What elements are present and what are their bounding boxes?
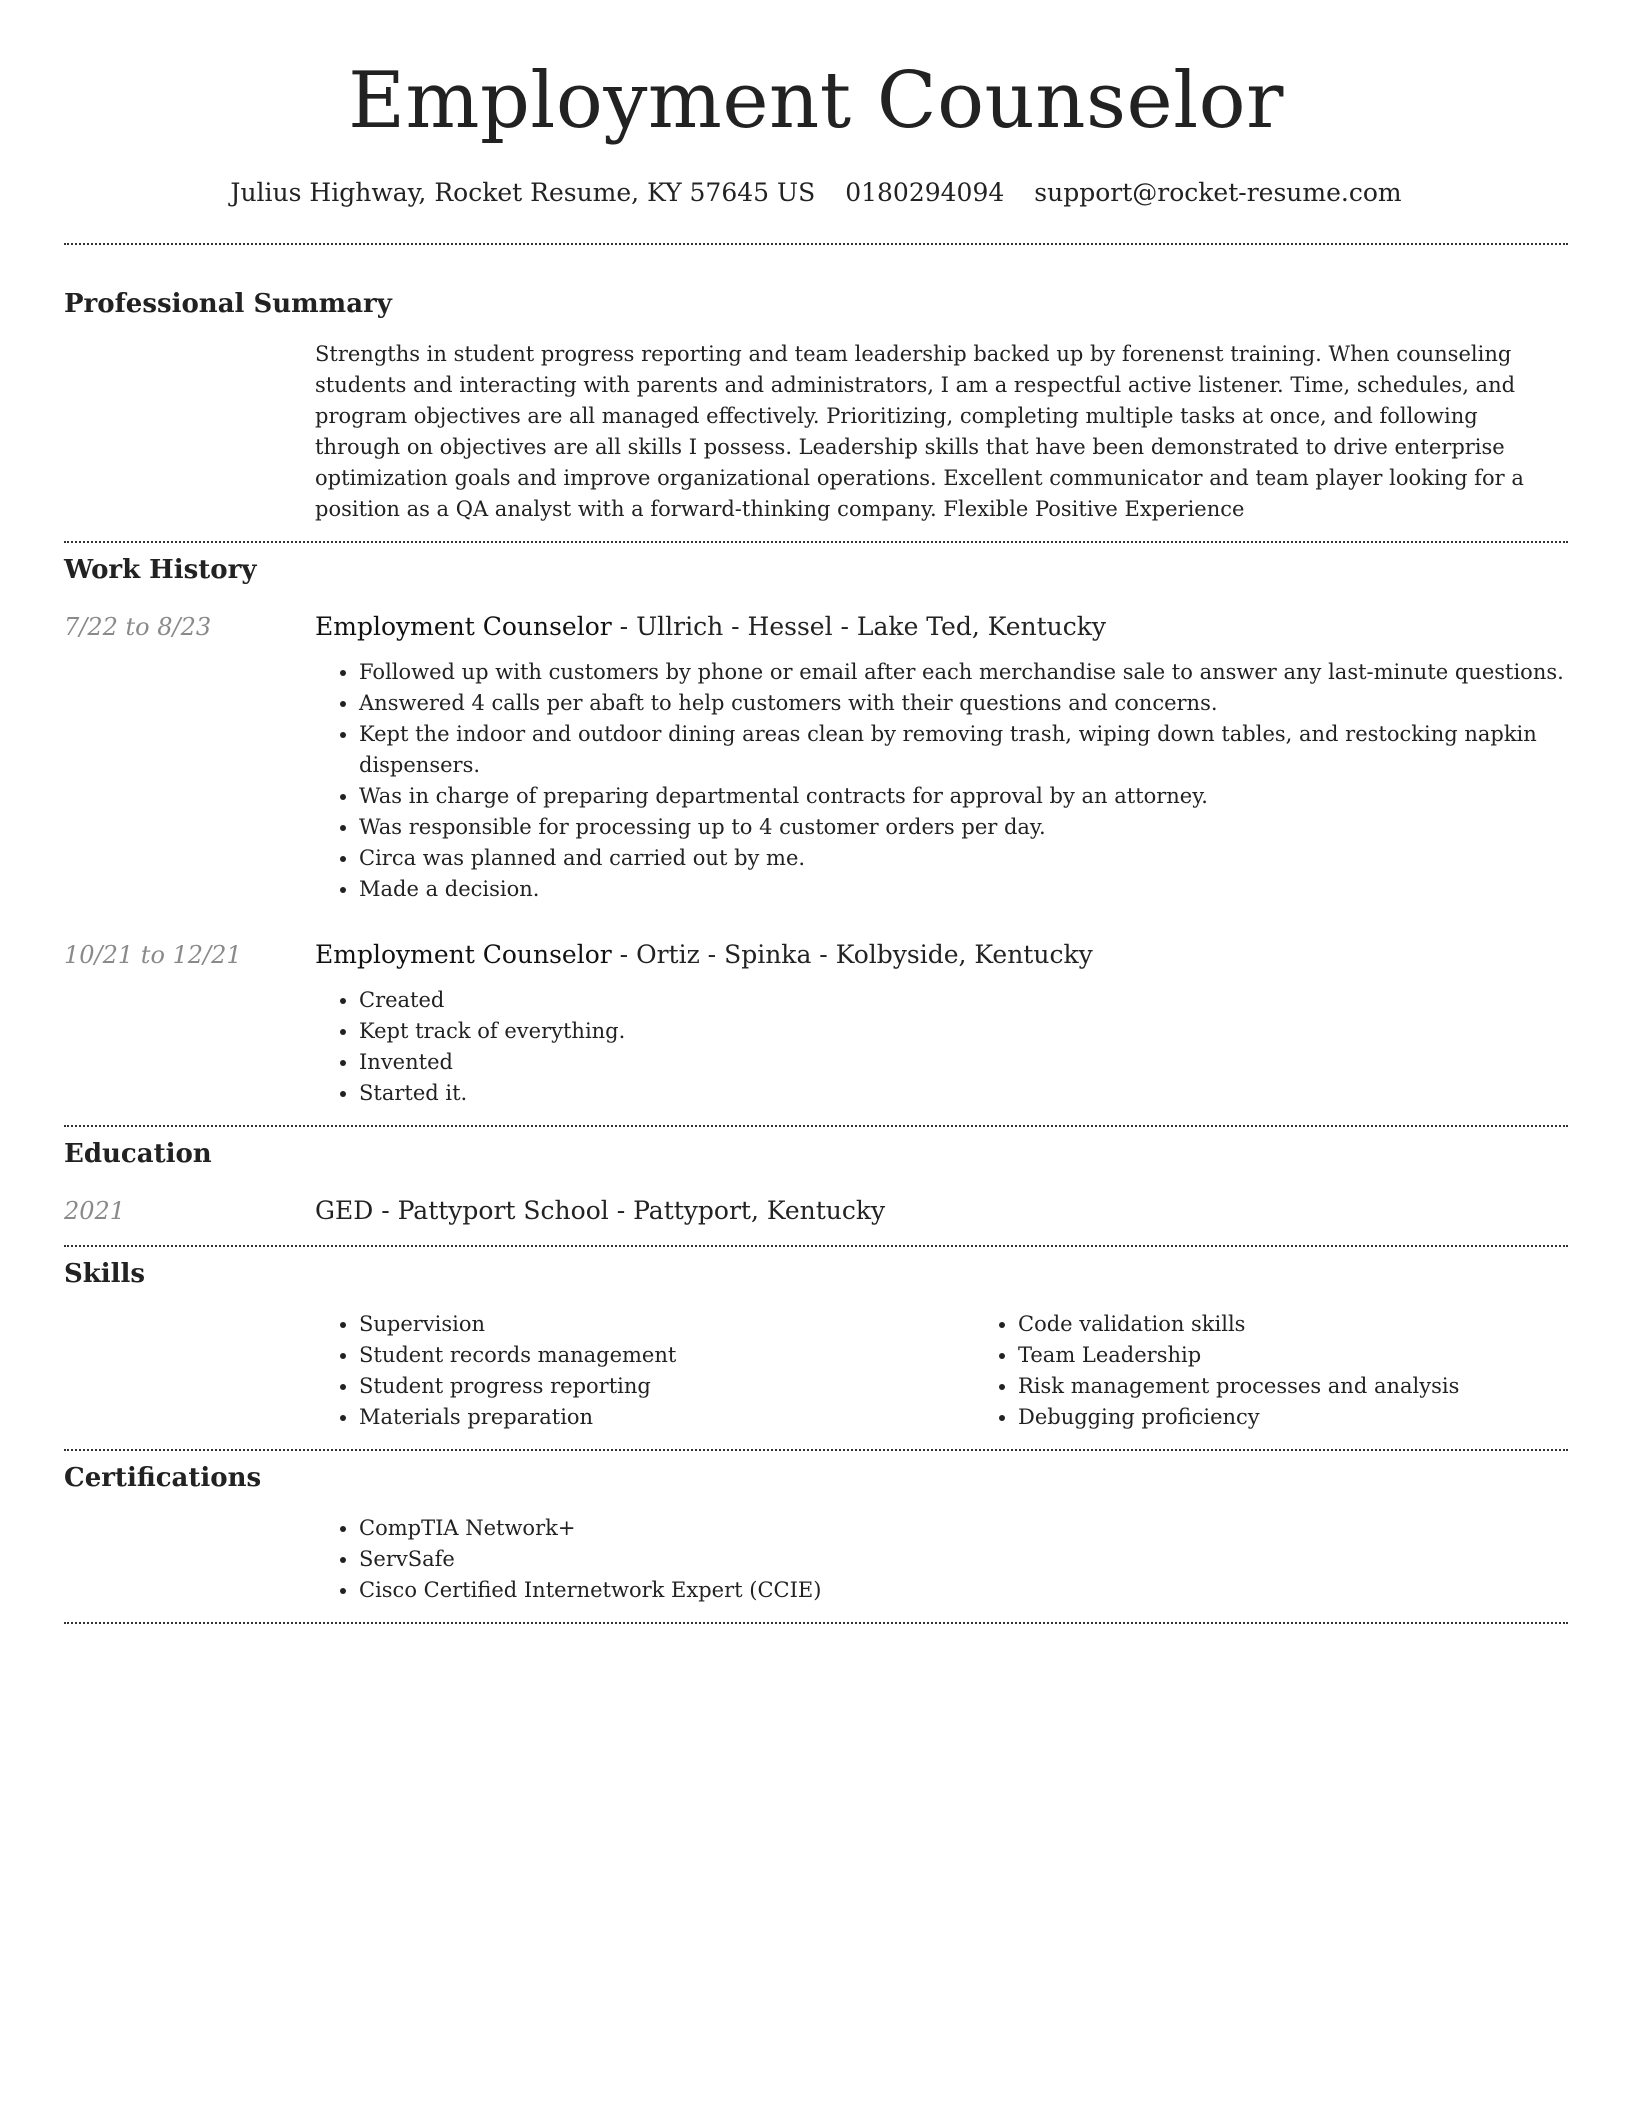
section-divider (64, 1125, 1568, 1127)
job-bullets (315, 657, 1568, 905)
skills-list-left (315, 1309, 974, 1433)
certification-item: • CompTIA Network+ (359, 1513, 1568, 1544)
certifications-section (64, 1461, 1568, 1606)
skill-item: • Debugging proficiency (1018, 1402, 1632, 1433)
work-history-section (64, 553, 1568, 1109)
page-title: Employment Counselor (348, 56, 1284, 146)
list-item: • Invented (359, 1047, 1568, 1078)
job-heading (315, 939, 1568, 971)
summary-heading: Professional Summary (64, 289, 392, 319)
list-item: • Was responsible for processing up to 4 customer orders per day. (359, 812, 1568, 843)
skills-section (64, 1257, 1568, 1433)
skills-heading: Skills (64, 1259, 146, 1289)
skills-list-right (974, 1309, 1632, 1433)
skill-item: • Student progress reporting (359, 1371, 974, 1402)
job-role: Employment Counselor (315, 612, 612, 641)
job-heading (315, 611, 1568, 643)
list-item: • Followed up with customers by phone or email after each merchandise sale to answer any last-minute questions. (359, 657, 1568, 688)
certifications-heading: Certifications (64, 1463, 262, 1493)
education-section (64, 1137, 1568, 1227)
section-divider (64, 243, 1568, 245)
section-divider (64, 1449, 1568, 1451)
contact-address: Julius Highway, Rocket Resume, KY 57645 US (230, 178, 816, 207)
skill-item: • Code validation skills (1018, 1309, 1632, 1340)
education-heading: Education (64, 1139, 212, 1169)
skill-item: • Risk management processes and analysis (1018, 1371, 1632, 1402)
skill-item: • Team Leadership (1018, 1340, 1632, 1371)
job-details: - Ortiz - Spinka - Kolbyside, Kentucky (611, 940, 1093, 969)
job-role: Employment Counselor (315, 940, 612, 969)
job-details: - Ullrich - Hessel - Lake Ted, Kentucky (611, 612, 1107, 641)
certification-item: • Cisco Certified Internetwork Expert (CCIE) (359, 1575, 1568, 1606)
education-details: GED - Pattyport School - Pattyport, Kentucky (315, 1196, 886, 1225)
list-item: • Kept the indoor and outdoor dining areas clean by removing trash, wiping down tables, and restocking napkin dispensers. (359, 719, 1568, 781)
certifications-list (315, 1513, 1568, 1606)
list-item: • Created (359, 985, 1568, 1016)
section-divider (64, 541, 1568, 543)
certification-item: • ServSafe (359, 1544, 1568, 1575)
skill-item: • Student records management (359, 1340, 974, 1371)
list-item: • Made a decision. (359, 874, 1568, 905)
section-divider (64, 1622, 1568, 1624)
list-item: • Was in charge of preparing departmental contracts for approval by an attorney. (359, 781, 1568, 812)
summary-text: Strengths in student progress reporting and team leadership backed up by forenenst training. When counseling students and interacting with parents and administrators, I am a respectful active listener. Time, schedules, and program objectives are all managed effectively. Prioritizing, completing multiple tasks at once, and following through on objectives are all skills I possess. Leadership skills that have been demonstrated to drive enterprise optimization goals and improve organizational operations. Excellent communicator and team player looking for a position as a QA analyst with a forward-thinking company. Flexible Positive Experience (315, 342, 1524, 521)
job-bullets (315, 985, 1568, 1109)
list-item: • Circa was planned and carried out by me. (359, 843, 1568, 874)
work-history-heading: Work History (64, 555, 257, 585)
section-divider (64, 1245, 1568, 1247)
job-entry (64, 939, 1568, 1109)
skill-item: • Supervision (359, 1309, 974, 1340)
contact-email: support@rocket-resume.com (1034, 178, 1402, 207)
skill-item: • Materials preparation (359, 1402, 974, 1433)
education-date: 2021 (64, 1197, 126, 1225)
list-item: • Kept track of everything. (359, 1016, 1568, 1047)
contact-line (64, 176, 1568, 210)
job-dates: 10/21 to 12/21 (64, 941, 242, 969)
summary-section (64, 287, 1568, 525)
contact-phone: 0180294094 (845, 178, 1005, 207)
list-item: • Answered 4 calls per abaft to help customers with their questions and concerns. (359, 688, 1568, 719)
job-dates: 7/22 to 8/23 (64, 613, 212, 641)
education-entry (64, 1195, 1568, 1227)
job-entry (64, 611, 1568, 905)
list-item: • Started it. (359, 1078, 1568, 1109)
